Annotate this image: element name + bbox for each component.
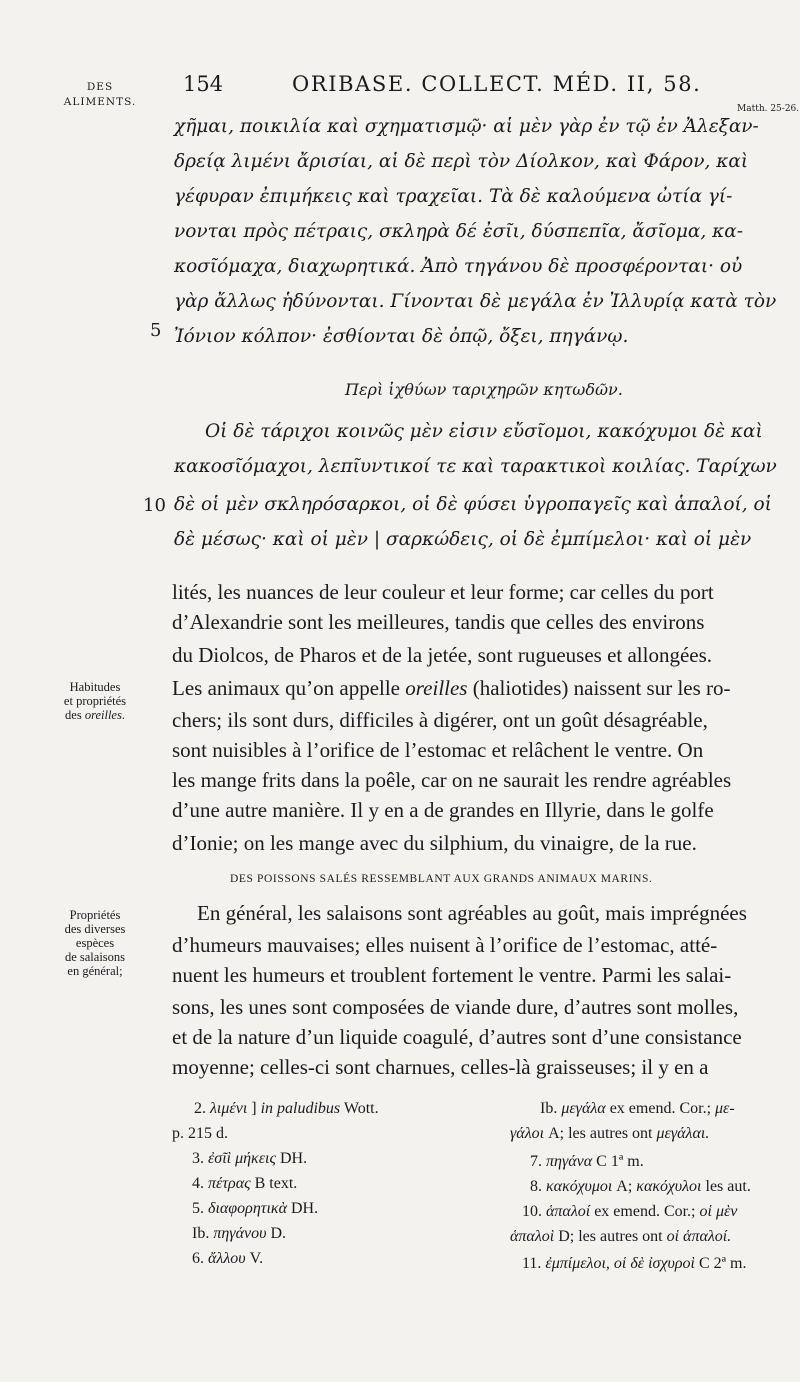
footnote: Ib. μεγάλα ex emend. Cor.; με-: [540, 1100, 735, 1117]
footnote: 4. πέτρας B text.: [192, 1175, 298, 1192]
greek-line: γέφυραν ἐπιμήκεις καὶ τραχεῖαι. Τὰ δὲ καλούμενα ὠτία γί-: [174, 186, 733, 207]
page-number: 154: [183, 72, 224, 96]
french-line: d’Ionie; on les mange avec du silphium, du vinaigre, de la rue.: [172, 831, 697, 855]
french-line: d’humeurs mauvaises; elles nuisent à l’orifice de l’estomac, atté-: [172, 933, 718, 957]
footnote: 10. ἁπαλοί ex emend. Cor.; οἱ μὲν: [522, 1203, 738, 1220]
greek-line: δὲ μέσως· καὶ οἱ μὲν | σαρκώδεις, οἱ δὲ ἐμπίμελοι· καὶ οἱ μὲν: [174, 529, 752, 550]
line-number: 10: [143, 495, 166, 516]
margin-note-oreilles: Habitudes et propriétés des oreilles.: [63, 680, 127, 722]
greek-line: δρείᾳ λιμένι ἄρισίαι, αἱ δὲ περὶ τὸν Δίολκον, καὶ Φάρον, καὶ: [174, 151, 749, 172]
footnote: 5. διαφορητικὰ DH.: [192, 1200, 319, 1217]
greek-section-heading: Περὶ ἰχθύων ταριχηρῶν κητωδῶν.: [345, 380, 623, 399]
french-line: Les animaux qu’on appelle oreilles (haliotides) naissent sur les ro-: [172, 676, 731, 700]
french-line: d’Alexandrie sont les meilleures, tandis que celles des environs: [172, 610, 705, 634]
footnote: 3. ἐσῖὶ μήκεις DH.: [192, 1150, 308, 1167]
greek-line: νονται πρὸς πέτραις, σκληρὰ δέ ἐσῖι, δύσπεπῖα, ἄσῖομα, κα-: [174, 221, 743, 242]
french-line: sont nuisibles à l’orifice de l’estomac et relâchent le ventre. On: [172, 738, 704, 762]
footnote: γάλοι A; les autres ont μεγάλαι.: [510, 1125, 710, 1142]
line-number: 5: [150, 320, 162, 341]
greek-line: κακοσῖόμαχοι, λεπῖυντικοί τε καὶ ταρακτικοὶ κοιλίας. Ταρίχων: [174, 456, 777, 477]
running-header: ORIBASE. COLLECT. MÉD. II, 58.: [292, 72, 702, 96]
french-line: lités, les nuances de leur couleur et leur forme; car celles du port: [172, 580, 714, 604]
french-line: et de la nature d’un liquide coagulé, d’autres sont d’une consistance: [172, 1025, 742, 1049]
french-line: du Diolcos, de Pharos et de la jetée, sont rugueuses et allongées.: [172, 643, 713, 667]
greek-line: δὲ οἱ μὲν σκληρόσαρκοι, οἱ δὲ φύσει ὑγροπαγεῖς καὶ ἁπαλοί, οἱ: [174, 494, 772, 515]
footnote: 8. κακόχυμοι A; κακόχυλοι les aut.: [530, 1178, 751, 1195]
french-section-heading: DES POISSONS SALÉS RESSEMBLANT AUX GRANDS ANIMAUX MARINS.: [230, 873, 653, 885]
footnote: 6. ἄλλου V.: [192, 1250, 264, 1267]
greek-line: Ἰόνιον κόλπον· ἐσθίονται δὲ ὀπῷ, ὄξει, πηγάνῳ.: [174, 326, 629, 347]
greek-line: κοσῖόμαχα, διαχωρητικά. Ἀπὸ τηγάνου δὲ προσφέρονται· οὐ: [174, 256, 743, 277]
footnote: 7. πηγάνα C 1ª m.: [530, 1153, 644, 1170]
reference-note: Matth. 25-26.: [737, 104, 800, 114]
french-line: nuent les humeurs et troublent fortement le ventre. Parmi les salai-: [172, 963, 732, 987]
french-line: En général, les salaisons sont agréables au goût, mais imprégnées: [197, 901, 747, 925]
margin-note-salaisons: Propriétés des diverses espèces de salaisons en général;: [64, 908, 126, 978]
french-line: les mange frits dans la poêle, car on ne saurait les rendre agréables: [172, 768, 732, 792]
footnote: ἁπαλοὶ D; les autres ont οἱ ἁπαλοί.: [510, 1228, 732, 1245]
greek-line: γὰρ ἄλλως ἡδύνονται. Γίνονται δὲ μεγάλα ἐν Ἰλλυρίᾳ κατὰ τὸν: [174, 291, 777, 312]
french-line: moyenne; celles-ci sont charnues, celles-là graisseuses; il y en a: [172, 1055, 709, 1079]
greek-line: Οἱ δὲ τάριχοι κοινῶς μὲν εἰσιν εὔσῖομοι, κακόχυμοι δὲ καὶ: [205, 421, 763, 442]
greek-line: χῆμαι, ποικιλία καὶ σχηματισμῷ· αἱ μὲν γὰρ ἐν τῷ ἐν Ἀλεξαν-: [174, 116, 759, 137]
footnote: Ib. πηγάνου D.: [192, 1225, 286, 1242]
french-line: sons, les unes sont composées de viande dure, d’autres sont molles,: [172, 995, 739, 1019]
footnote: 2. λιμένι ] in paludibus Wott.: [194, 1100, 379, 1117]
footnote: p. 215 d.: [172, 1125, 228, 1142]
footnote: 11. ἐμπίμελοι, οἱ δὲ ἰσχυροὶ C 2ª m.: [522, 1255, 747, 1272]
running-side-title: DES ALIMENTS.: [63, 81, 137, 108]
french-line: d’une autre manière. Il y en a de grandes en Illyrie, dans le golfe: [172, 798, 714, 822]
french-line: chers; ils sont durs, difficiles à digérer, ont un goût désagréable,: [172, 708, 708, 732]
